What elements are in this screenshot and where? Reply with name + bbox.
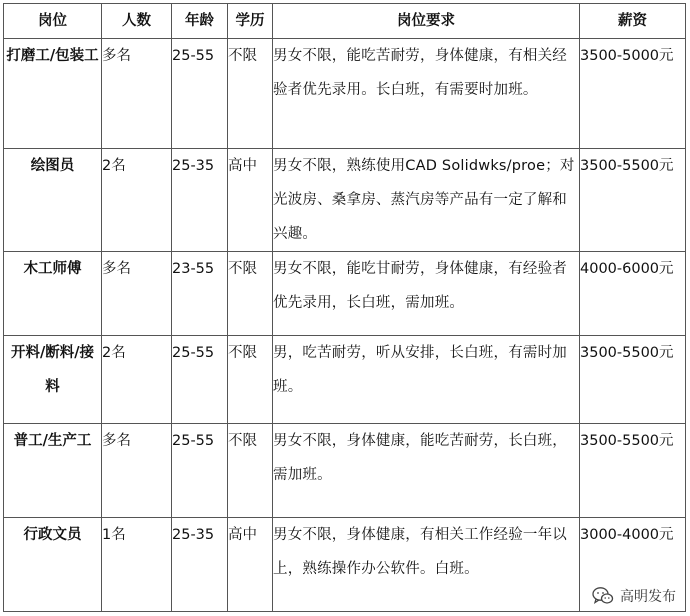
age-cell: 25-35: [172, 518, 228, 612]
table-row: [4, 39, 686, 149]
table-row: [4, 424, 686, 518]
header-requirement: 岗位要求: [273, 4, 580, 39]
age-cell: 25-35: [172, 149, 228, 252]
position-cell: 行政文员: [4, 518, 102, 612]
requirement-cell: 男女不限，熟练使用CAD Solidwks/proe；对光波房、桑拿房、蒸汽房等产品有一定了解和兴趣。: [273, 149, 580, 252]
age-cell: 25-55: [172, 336, 228, 424]
position-cell: 打磨工/包装工: [4, 39, 102, 149]
header-salary: 薪资: [580, 4, 686, 39]
count-cell: 1名: [102, 518, 172, 612]
table-row: [4, 336, 686, 424]
salary-cell: 3500-5000元: [580, 39, 686, 149]
watermark: [592, 586, 676, 606]
age-cell: 25-55: [172, 424, 228, 518]
count-cell: 多名: [102, 424, 172, 518]
position-cell: 普工/生产工: [4, 424, 102, 518]
wechat-icon: [592, 586, 614, 606]
job-table: [3, 3, 686, 612]
education-cell: 高中: [228, 518, 273, 612]
count-cell: 2名: [102, 336, 172, 424]
watermark-text: 高明发布: [620, 589, 676, 605]
requirement-cell: 男，吃苦耐劳，听从安排，长白班，有需时加班。: [273, 336, 580, 424]
position-cell: 木工师傅: [4, 252, 102, 336]
requirement-cell: 男女不限，能吃苦耐劳，身体健康，有相关经验者优先录用。长白班，有需要时加班。: [273, 39, 580, 149]
age-cell: 25-55: [172, 39, 228, 149]
education-cell: 不限: [228, 336, 273, 424]
count-cell: 多名: [102, 252, 172, 336]
education-cell: 不限: [228, 252, 273, 336]
table-row: [4, 518, 686, 612]
salary-cell: 3500-5500元: [580, 336, 686, 424]
requirement-cell: 男女不限，身体健康，有相关工作经验一年以上，熟练操作办公软件。白班。: [273, 518, 580, 612]
requirement-cell: 男女不限，能吃甘耐劳，身体健康，有经验者优先录用，长白班，需加班。: [273, 252, 580, 336]
header-row: [4, 4, 686, 39]
header-education: 学历: [228, 4, 273, 39]
education-cell: 不限: [228, 424, 273, 518]
table-row: [4, 252, 686, 336]
education-cell: 不限: [228, 39, 273, 149]
salary-cell: 3500-5500元: [580, 149, 686, 252]
header-count: 人数: [102, 4, 172, 39]
salary-cell: 3500-5500元: [580, 424, 686, 518]
header-position: 岗位: [4, 4, 102, 39]
position-cell: 开料/断料/接料: [4, 336, 102, 424]
header-age: 年龄: [172, 4, 228, 39]
count-cell: 2名: [102, 149, 172, 252]
age-cell: 23-55: [172, 252, 228, 336]
education-cell: 高中: [228, 149, 273, 252]
position-cell: 绘图员: [4, 149, 102, 252]
table-row: [4, 149, 686, 252]
requirement-cell: 男女不限，身体健康，能吃苦耐劳，长白班，需加班。: [273, 424, 580, 518]
salary-cell: 4000-6000元: [580, 252, 686, 336]
salary-cell: 3000-4000元: [580, 518, 686, 612]
count-cell: 多名: [102, 39, 172, 149]
